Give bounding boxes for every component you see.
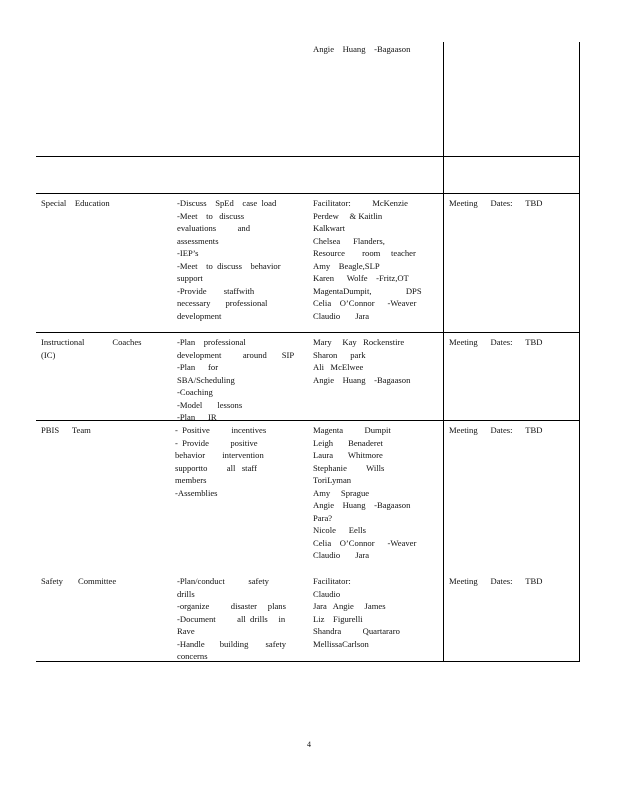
activity-line: -Meet to discuss behavior bbox=[177, 260, 281, 271]
activity-line: evaluations and bbox=[177, 223, 251, 233]
activities-cell bbox=[177, 336, 297, 424]
activity-line: support bbox=[177, 273, 203, 283]
activity-line: -Plan for bbox=[177, 362, 219, 372]
meeting-dates-cell bbox=[449, 197, 574, 210]
page-number: 4 bbox=[307, 740, 311, 749]
member-line: Angie Huang -Bagaason bbox=[313, 500, 411, 510]
members-cell bbox=[313, 424, 423, 562]
row-divider bbox=[36, 661, 580, 662]
activity-line: necessary professional bbox=[177, 298, 268, 308]
member-line: Jara Angie James bbox=[313, 601, 386, 611]
member-line: Resource room teacher bbox=[313, 248, 416, 258]
member-line: Leigh Benaderet bbox=[313, 437, 383, 448]
committee-name: Safety Committee bbox=[41, 576, 117, 586]
activities-cell bbox=[177, 197, 289, 322]
member-line: Shandra Quartararo bbox=[313, 626, 400, 636]
member-line: Claudio Jara bbox=[313, 310, 370, 321]
member-line: Facilitator: McKenzie bbox=[313, 198, 408, 208]
member-line: ToriLyman bbox=[313, 475, 352, 485]
member-line: Stephanie Wills bbox=[313, 462, 385, 473]
activity-line: -Assemblies bbox=[175, 487, 218, 498]
meeting-dates: Meeting Dates: TBD bbox=[449, 337, 543, 347]
activity-line: drills bbox=[177, 588, 195, 599]
activity-line: -Model lessons bbox=[177, 399, 243, 410]
activity-line: -Provide staffwith bbox=[177, 285, 255, 296]
row-divider bbox=[36, 420, 580, 421]
committee-name-cell bbox=[41, 424, 121, 437]
committee-name-cell bbox=[41, 336, 141, 361]
member-line: Karen Wolfe -Fritz,OT bbox=[313, 273, 409, 283]
member-line: Nicole Eells bbox=[313, 525, 366, 535]
committee-name: Instructional Coaches bbox=[41, 337, 142, 347]
table-right-border bbox=[579, 42, 580, 662]
member-line: MagentaDumpit, DPS bbox=[313, 285, 422, 296]
activity-line: - Provide positive bbox=[175, 437, 258, 448]
committee-name-cell bbox=[41, 575, 131, 588]
members-cell bbox=[313, 43, 417, 56]
member-line: MellissaCarlson bbox=[313, 638, 369, 649]
member-line: Facilitator: bbox=[313, 576, 351, 586]
activity-line: -Discuss SpEd case load bbox=[177, 198, 277, 208]
row-divider bbox=[36, 156, 580, 157]
member-line: Liz Figurelli bbox=[313, 613, 363, 624]
activity-line: -Document all drills in bbox=[177, 613, 286, 624]
member-line: Sharon park bbox=[313, 349, 366, 360]
activity-line: supportto all staff bbox=[175, 462, 257, 473]
member-line: Chelsea Flanders, bbox=[313, 235, 385, 246]
committee-name-cell bbox=[41, 197, 121, 210]
activity-line: behavior intervention bbox=[175, 450, 264, 460]
member-line: Claudio bbox=[313, 588, 341, 599]
member-line: Magenta Dumpit bbox=[313, 425, 391, 435]
member-line: Claudio Jara bbox=[313, 550, 370, 560]
activities-cell bbox=[177, 575, 291, 663]
meeting-dates: Meeting Dates: TBD bbox=[449, 425, 543, 435]
meeting-dates-cell bbox=[449, 336, 574, 349]
member-line: Kalkwart bbox=[313, 223, 345, 233]
activity-line: concerns bbox=[177, 651, 208, 661]
member-line: Para? bbox=[313, 512, 333, 523]
activity-line: -Plan/conduct safety bbox=[177, 576, 269, 586]
meeting-dates-cell bbox=[449, 424, 574, 437]
member-line: Amy Sprague bbox=[313, 487, 370, 498]
activity-line: -organize disaster plans bbox=[177, 601, 286, 611]
activity-line: development bbox=[177, 310, 222, 321]
activity-line: -IEP’s bbox=[177, 248, 199, 258]
member-line: Mary Kay Rockenstire bbox=[313, 337, 405, 347]
activity-line: Rave bbox=[177, 626, 195, 636]
row-divider bbox=[36, 193, 580, 194]
member-line: Laura Whitmore bbox=[313, 450, 383, 460]
members-cell bbox=[313, 575, 423, 650]
member-line: Celia O’Connor -Weaver bbox=[313, 298, 417, 308]
activity-line: development around SIP bbox=[177, 349, 295, 360]
committee-table bbox=[36, 42, 580, 662]
committee-name: PBIS Team bbox=[41, 425, 91, 435]
activity-line: members bbox=[175, 475, 207, 485]
activity-line: -Plan IR bbox=[177, 412, 217, 422]
member-line: Perdew & Kaitlin bbox=[313, 210, 383, 221]
meeting-dates: Meeting Dates: TBD bbox=[449, 576, 543, 586]
activities-cell bbox=[175, 424, 289, 499]
meeting-dates-cell bbox=[449, 575, 574, 588]
row-divider bbox=[36, 332, 580, 333]
member-line: Angie Huang -Bagaason bbox=[313, 374, 411, 385]
meeting-dates: Meeting Dates: TBD bbox=[449, 198, 543, 208]
activity-line: -Plan professional bbox=[177, 337, 246, 347]
committee-name: Special Education bbox=[41, 198, 110, 208]
members-cell bbox=[313, 336, 423, 386]
activity-line: SBA/Scheduling bbox=[177, 374, 235, 385]
activity-line: -Handle building safety bbox=[177, 638, 287, 649]
column-divider bbox=[443, 42, 444, 662]
committee-name: (IC) bbox=[41, 349, 56, 360]
member-line: Angie Huang -Bagaason bbox=[313, 44, 411, 54]
activity-line: assessments bbox=[177, 235, 219, 246]
activity-line: - Positive incentives bbox=[175, 425, 267, 435]
activity-line: -Coaching bbox=[177, 387, 213, 397]
activity-line: -Meet to discuss bbox=[177, 210, 245, 221]
member-line: Celia O’Connor -Weaver bbox=[313, 537, 417, 548]
member-line: Ali McElwee bbox=[313, 362, 364, 372]
members-cell bbox=[313, 197, 423, 322]
member-line: Amy Beagle,SLP bbox=[313, 260, 380, 271]
